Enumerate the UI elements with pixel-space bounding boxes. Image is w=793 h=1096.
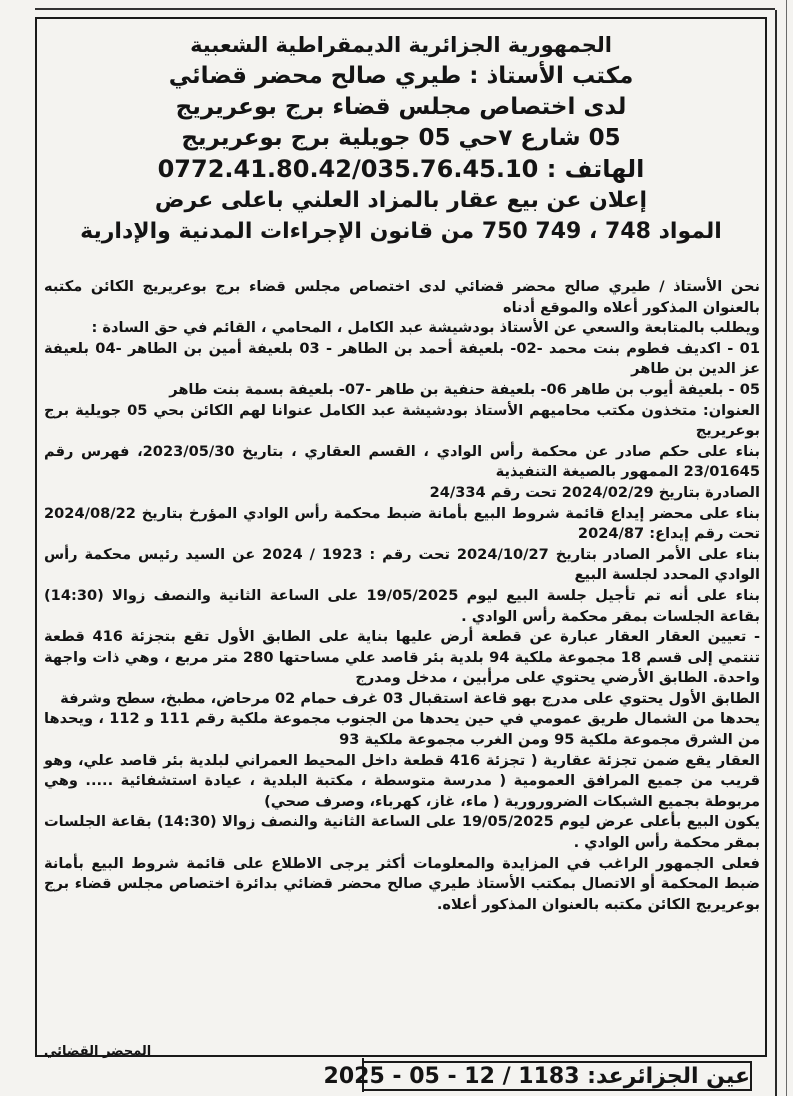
paragraph-first-floor: الطابق الأول يحتوي على مدرج بهو قاعة استقبال 03 غرف حمام 02 مرحاض، مطبخ، سطح وشرفة xyxy=(60,689,760,707)
paragraph-judgment: بناء على حكم صادر عن محكمة رأس الوادي ، القسم العقاري ، بتاريخ 2023/05/30، فهرس رقم 23/01645 الممهور بالصيغة التنفيذية xyxy=(44,442,760,481)
office-title: مكتب الأستاذ : طيري صالح محضر قضائي xyxy=(168,63,634,89)
notice-header xyxy=(44,30,758,247)
column-rule xyxy=(775,10,777,1096)
notice-body xyxy=(44,277,760,915)
address-line: 05 شارع ٧حي 05 جويلية برج بوعريريج xyxy=(181,125,621,151)
paragraph-parties-2: 05 - بلعيفة أيوب بن طاهر 06- بلعيفة حنفية بن طاهر -07- بلعيفة بسمة بنت طاهر xyxy=(169,380,760,398)
paragraph-property: - تعيين العقار العقار عبارة عن قطعة أرض عليها بناية على الطابق الأول تقع بتجزئة 416 قطعة تنتمي إلى قسم 18 مجموعة ملكية 94 بلدية بئر قاصد علي مساحتها 280 متر مربع ، وهي ذات واجهة واحدة. الطابق الأرضي يحتوي على مرأبين ، مدخل ومدرج xyxy=(44,628,760,687)
column-rule-outer xyxy=(786,0,787,1096)
republic-title: الجمهورية الجزائرية الديمقراطية الشعبية xyxy=(190,33,612,57)
paragraph-order: بناء على الأمر الصادر بتاريخ 2024/10/27 تحت رقم : 1923 / 2024 عن السيد رئيس محكمة رأس الوادي المحدد لجلسة البيع xyxy=(44,545,760,584)
paragraph-parties-1: 01 - اكديف فطوم بنت محمد -02- بلعيفة أحمد بن الطاهر - 03 بلعيفة أمين بن الطاهر -04 بلعيفة عز الدين بن طاهر xyxy=(44,339,760,378)
paragraph-requester: ويطلب بالمتابعة والسعي عن الأستاذ بودشيشة عبد الكامل ، المحامي ، القائم في حق السادة : xyxy=(91,319,760,337)
paragraph-public-notice: فعلى الجمهور الراغب في المزايدة والمعلومات أكثر يرجى الاطلاع على قائمة شروط البيع بأمانة ضبط المحكمة أو الاتصال بمكتب الأستاذ طيري صالح محضر قضائي بدائرة اختصاص مجلس قضاء برج بوعريريج الكائن مكتبه بالعنوان المذكور أعلاه. xyxy=(44,854,760,913)
legal-articles: المواد 748 ، 749 750 من قانون الإجراءات المدنية والإدارية xyxy=(80,219,722,244)
paragraph-deposit: بناء على محضر إيداع قائمة شروط البيع بأمانة ضبط محكمة رأس الوادي المؤرخ بتاريخ 2024/08/22 تحت رقم إيداع: 2024/87 xyxy=(44,504,760,543)
publication-reference: عين الجزائرعد: 1183 / 12 - 05 - 2025 xyxy=(362,1061,752,1091)
paragraph-location: العقار يقع ضمن تجزئة عقارية ( تجزئة 416 قطعة داخل المحيط العمراني لبلدية بئر قاصد علي، وهو قريب من جميع المرافق العمومية ( مدرسة متوسطة ، مكتبة البلدية ، عيادة استشفائية ..... وهي مربوطة بجميع الشبكات الضرورورية ( ماء، غاز، كهرباء، وصرف صحي) xyxy=(44,751,760,810)
paragraph-issued: الصادرة بتاريخ 2024/02/29 تحت رقم 24/334 xyxy=(429,483,760,501)
phone-line: الهاتف : 0772.41.80.42/035.76.45.10 xyxy=(157,155,645,183)
paragraph-intro: نحن الأستاذ / طيري صالح محضر قضائي لدى اختصاص مجلس قضاء برج بوعريريج الكائن مكتبه بالعنوان المذكور أعلاه والموقع أدناه xyxy=(44,278,760,316)
paragraph-postponement: بناء على أنه تم تأجيل جلسة البيع ليوم 19/05/2025 على الساعة الثانية والنصف زوالا (14:30) بقاعة الجلسات بمقر محكمة رأس الوادي . xyxy=(44,586,760,625)
top-rule xyxy=(35,8,775,10)
paragraph-address: العنوان: متخذون مكتب محاميهم الأستاذ بودشيشة عبد الكامل عنوانا لهم الكائن بحي 05 جويلية برج بوعريريج xyxy=(44,401,760,440)
jurisdiction-line: لدى اختصاص مجلس قضاء برج بوعريريج xyxy=(175,94,627,120)
paragraph-sale-date: يكون البيع بأعلى عرض ليوم 19/05/2025 على الساعة الثانية والنصف زوالا (14:30) بقاعة الجلسات بمقر محكمة رأس الوادي . xyxy=(44,813,760,852)
paragraph-boundaries: يحدها من الشمال طريق عمومي في حين يحدها من الجنوب مجموعة ملكية رقم 111 و 112 ، ويحدها من الشرق مجموعة ملكية 95 ومن الغرب مجموعة ملكية 93 xyxy=(44,710,760,749)
notice-title: إعلان عن بيع عقار بالمزاد العلني باعلى عرض xyxy=(154,188,648,213)
signature-label: المحضر القضائي xyxy=(44,1044,152,1059)
